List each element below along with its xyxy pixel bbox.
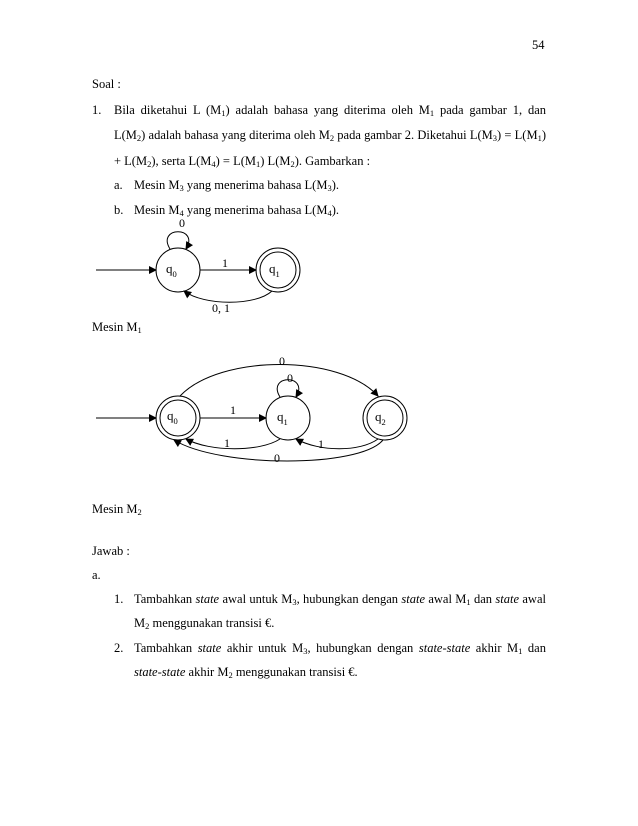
question-item-a: Mesin $M_3$ yang menerima bahasa $L(M_3)$.: [134, 178, 339, 193]
m2-edge-q0-q2: [180, 365, 378, 397]
question-line-1: Bila diketahui L $(M_1)$ adalah bahasa yang diterima oleh $M_1$ pada gambar 1, dan: [114, 103, 546, 118]
question-line-2: $L(M_2)$ adalah bahasa yang diterima oleh $M_2$ pada gambar 2. Diketahui $L(M_3) = L(M_1)$: [114, 128, 546, 143]
answer-step2-line1: Tambahkan state akhir untuk $M_3$, hubungkan dengan state-state akhir $M_1$ dan: [134, 641, 546, 656]
machine1-caption: Mesin $M_1$: [92, 320, 142, 335]
answer-step2-line2: state-state akhir $M_2$ menggunakan transisi €.: [134, 665, 358, 680]
soal-label: Soal :: [92, 77, 121, 91]
m2-edge-q1-q0-label: 1: [224, 436, 230, 450]
question-item-a-letter: a.: [114, 178, 123, 192]
answer-step1-line1: Tambahkan state awal untuk $M_3$, hubungkan dengan state awal $M_1$ dan state awal: [134, 592, 546, 607]
m2-edge-q2-q1-label: 1: [318, 437, 324, 451]
m1-state-q1-label: $q_1$: [269, 261, 280, 279]
answer-letter: a.: [92, 568, 101, 582]
m2-state-q0: [156, 396, 200, 440]
jawab-label: Jawab :: [92, 544, 130, 558]
m1-edge-q1-q0-label: 0, 1: [212, 301, 230, 315]
m2-state-q0-inner: [160, 400, 196, 436]
m2-edge-q2-q0-label: 0: [274, 451, 280, 465]
m1-edge-q0-q1-label: 1: [222, 256, 228, 270]
answer-step1-number: 1.: [114, 592, 124, 606]
m2-edge-q0-q2-label: 0: [279, 354, 285, 368]
m2-state-q2-label: $q_2$: [375, 409, 386, 427]
m1-loop-q0: [167, 232, 189, 249]
machine2-caption: Mesin $M_2$: [92, 502, 142, 517]
m1-loop-q0-label: 0: [179, 216, 185, 230]
question-number: 1.: [92, 103, 102, 117]
m2-loop-q1-label: 0: [287, 371, 293, 385]
question-item-b: Mesin $M_4$ yang menerima bahasa $L(M_4)$.: [134, 203, 339, 218]
m2-edge-q2-q1: [296, 439, 378, 449]
m2-state-q1: [266, 396, 310, 440]
answer-step1-line2: $M_2$ menggunakan transisi €.: [134, 616, 275, 631]
question-line-3: + $L(M_2)$, serta $L(M_4) = L(M_1)$ $L(M_2)$. Gambarkan :: [114, 154, 371, 169]
m1-state-q0-label: $q_0$: [166, 261, 177, 279]
m2-edge-q1-q0: [186, 439, 280, 449]
m2-state-q0-label: $q_0$: [167, 408, 178, 426]
machine1-diagram: [0, 210, 638, 320]
answer-step2-number: 2.: [114, 641, 124, 655]
question-item-b-letter: b.: [114, 203, 124, 217]
m1-state-q0: [156, 248, 200, 292]
m2-state-q1-label: $q_1$: [277, 409, 288, 427]
machine2-diagram: [0, 345, 638, 470]
m2-edge-q0-q1-label: 1: [230, 403, 236, 417]
page-number: 54: [532, 38, 545, 52]
